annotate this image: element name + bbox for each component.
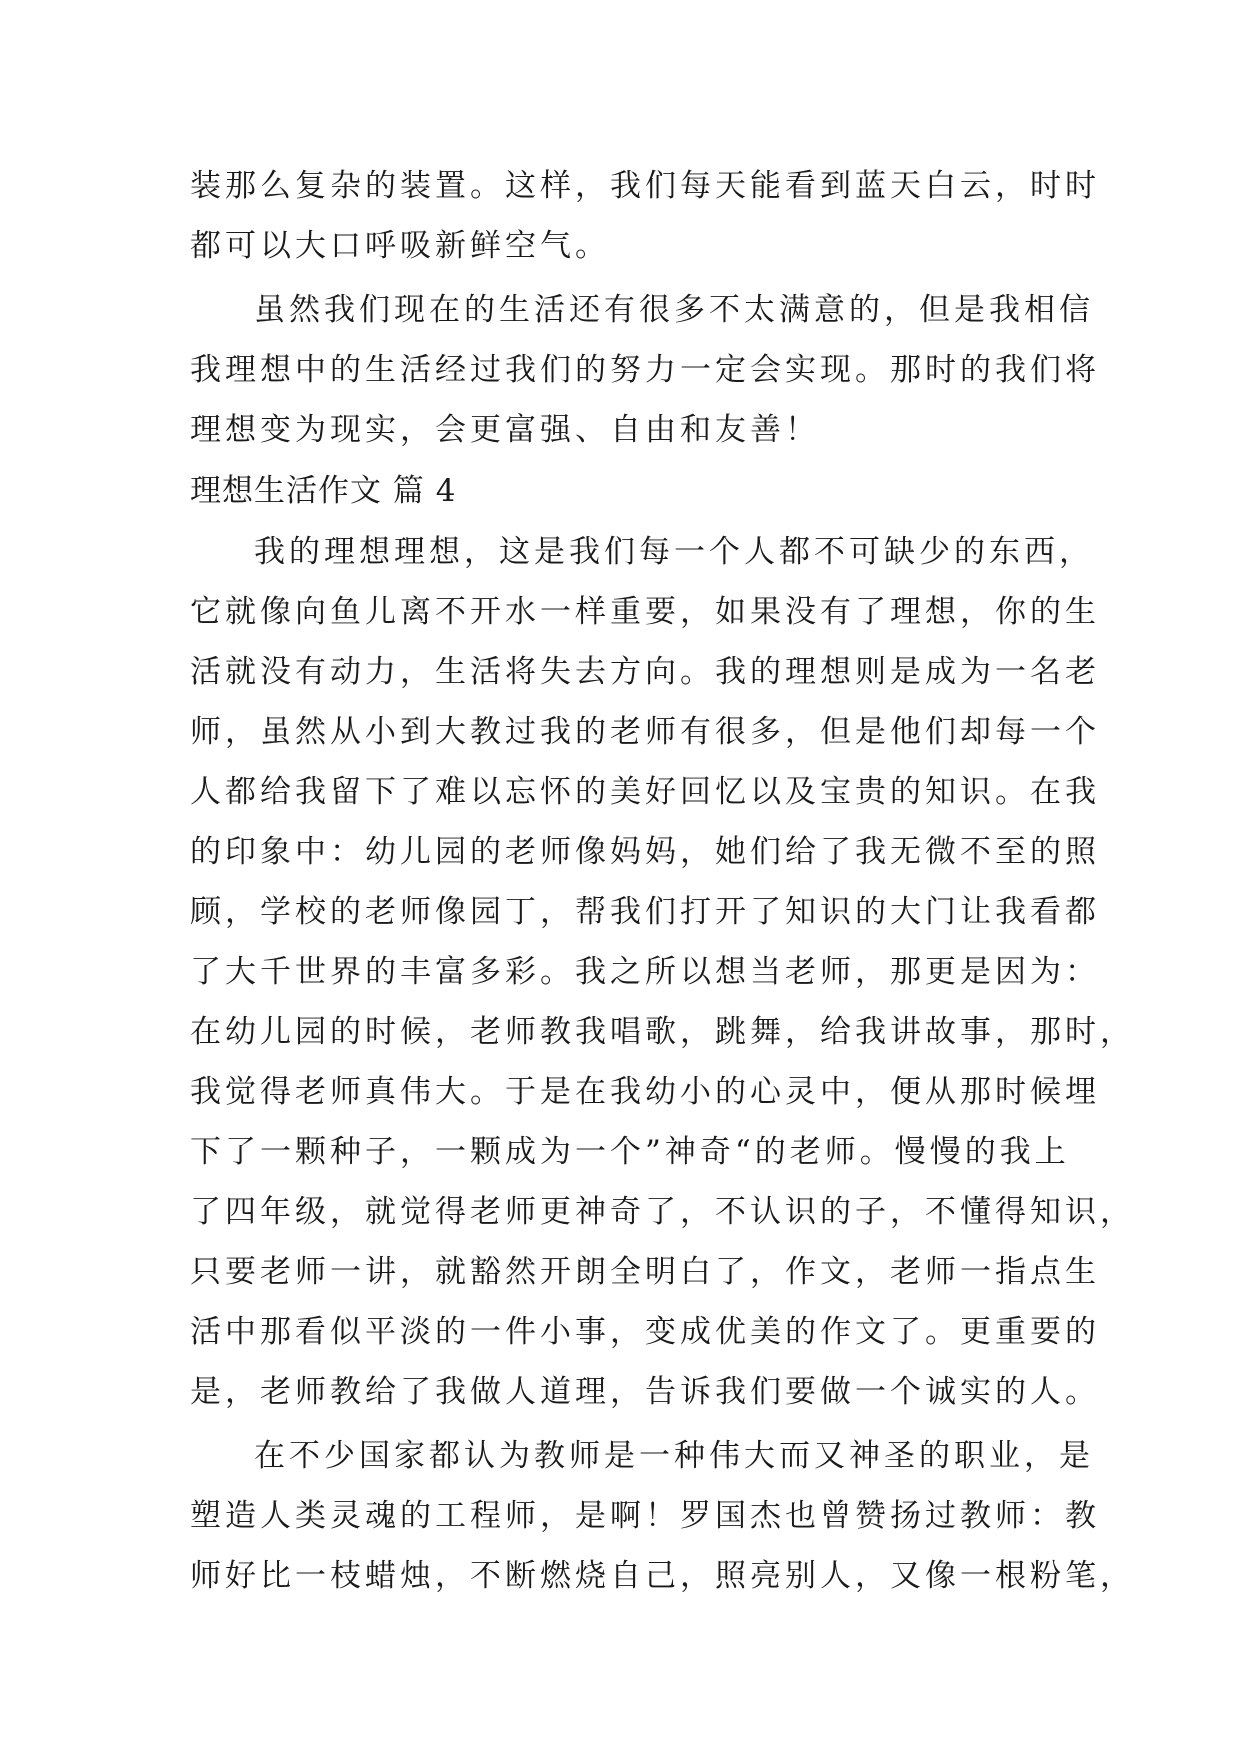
paragraph-continuation: [190, 156, 1100, 276]
text-line: 我的理想理想，这是我们每一个人都不可缺少的东西，: [254, 534, 1094, 570]
section-heading: 理想生活作文 篇 4: [190, 473, 457, 509]
text-line: 装那么复杂的装置。这样，我们每天能看到蓝天白云，时时: [190, 168, 1100, 204]
document-body: [190, 156, 1135, 1606]
paragraph-teacher: [190, 1426, 1135, 1606]
text-line: 在不少国家都认为教师是一种伟大而又神圣的职业，是: [254, 1438, 1094, 1474]
text-line: 我觉得老师真伟大。于是在我幼小的心灵中，便从那时候埋: [190, 1074, 1100, 1110]
text-line: 只要老师一讲，就豁然开朗全明白了，作文，老师一指点生: [190, 1254, 1100, 1290]
text-line: 理想变为现实，会更富强、自由和友善！: [190, 412, 820, 448]
text-line: 塑造人类灵魂的工程师，是啊！罗国杰也曾赞扬过教师：教: [190, 1498, 1100, 1534]
text-line: 活中那看似平淡的一件小事，变成优美的作文了。更重要的: [190, 1314, 1100, 1350]
text-line: 了大千世界的丰富多彩。我之所以想当老师，那更是因为：: [190, 954, 1100, 990]
text-line: 它就像向鱼儿离不开水一样重要，如果没有了理想，你的生: [190, 594, 1100, 630]
text-line: 虽然我们现在的生活还有很多不太满意的，但是我相信: [254, 292, 1094, 328]
text-line: 下了一颗种子，一颗成为一个”神奇“的老师。慢慢的我上: [190, 1134, 1070, 1170]
text-line: 活就没有动力，生活将失去方向。我的理想则是成为一名老: [190, 654, 1100, 690]
paragraph-ideal: [190, 522, 1135, 1422]
text-line: 顾，学校的老师像园丁，帮我们打开了知识的大门让我看都: [190, 894, 1100, 930]
text-line: 是，老师教给了我做人道理，告诉我们要做一个诚实的人。: [190, 1374, 1100, 1410]
text-line: 都可以大口呼吸新鲜空气。: [190, 228, 610, 264]
text-line: 师好比一枝蜡烛，不断燃烧自己，照亮别人，又像一根粉笔，: [190, 1558, 1135, 1594]
text-line: 我理想中的生活经过我们的努力一定会实现。那时的我们将: [190, 352, 1100, 388]
text-line: 的印象中：幼儿园的老师像妈妈，她们给了我无微不至的照: [190, 834, 1100, 870]
text-line: 在幼儿园的时候，老师教我唱歌，跳舞，给我讲故事，那时，: [190, 1014, 1135, 1050]
text-line: 人都给我留下了难以忘怀的美好回忆以及宝贵的知识。在我: [190, 774, 1100, 810]
paragraph-conclusion: [190, 280, 1100, 460]
text-line: 了四年级，就觉得老师更神奇了，不认识的子，不懂得知识，: [190, 1194, 1135, 1230]
text-line: 师，虽然从小到大教过我的老师有很多，但是他们却每一个: [190, 714, 1100, 750]
